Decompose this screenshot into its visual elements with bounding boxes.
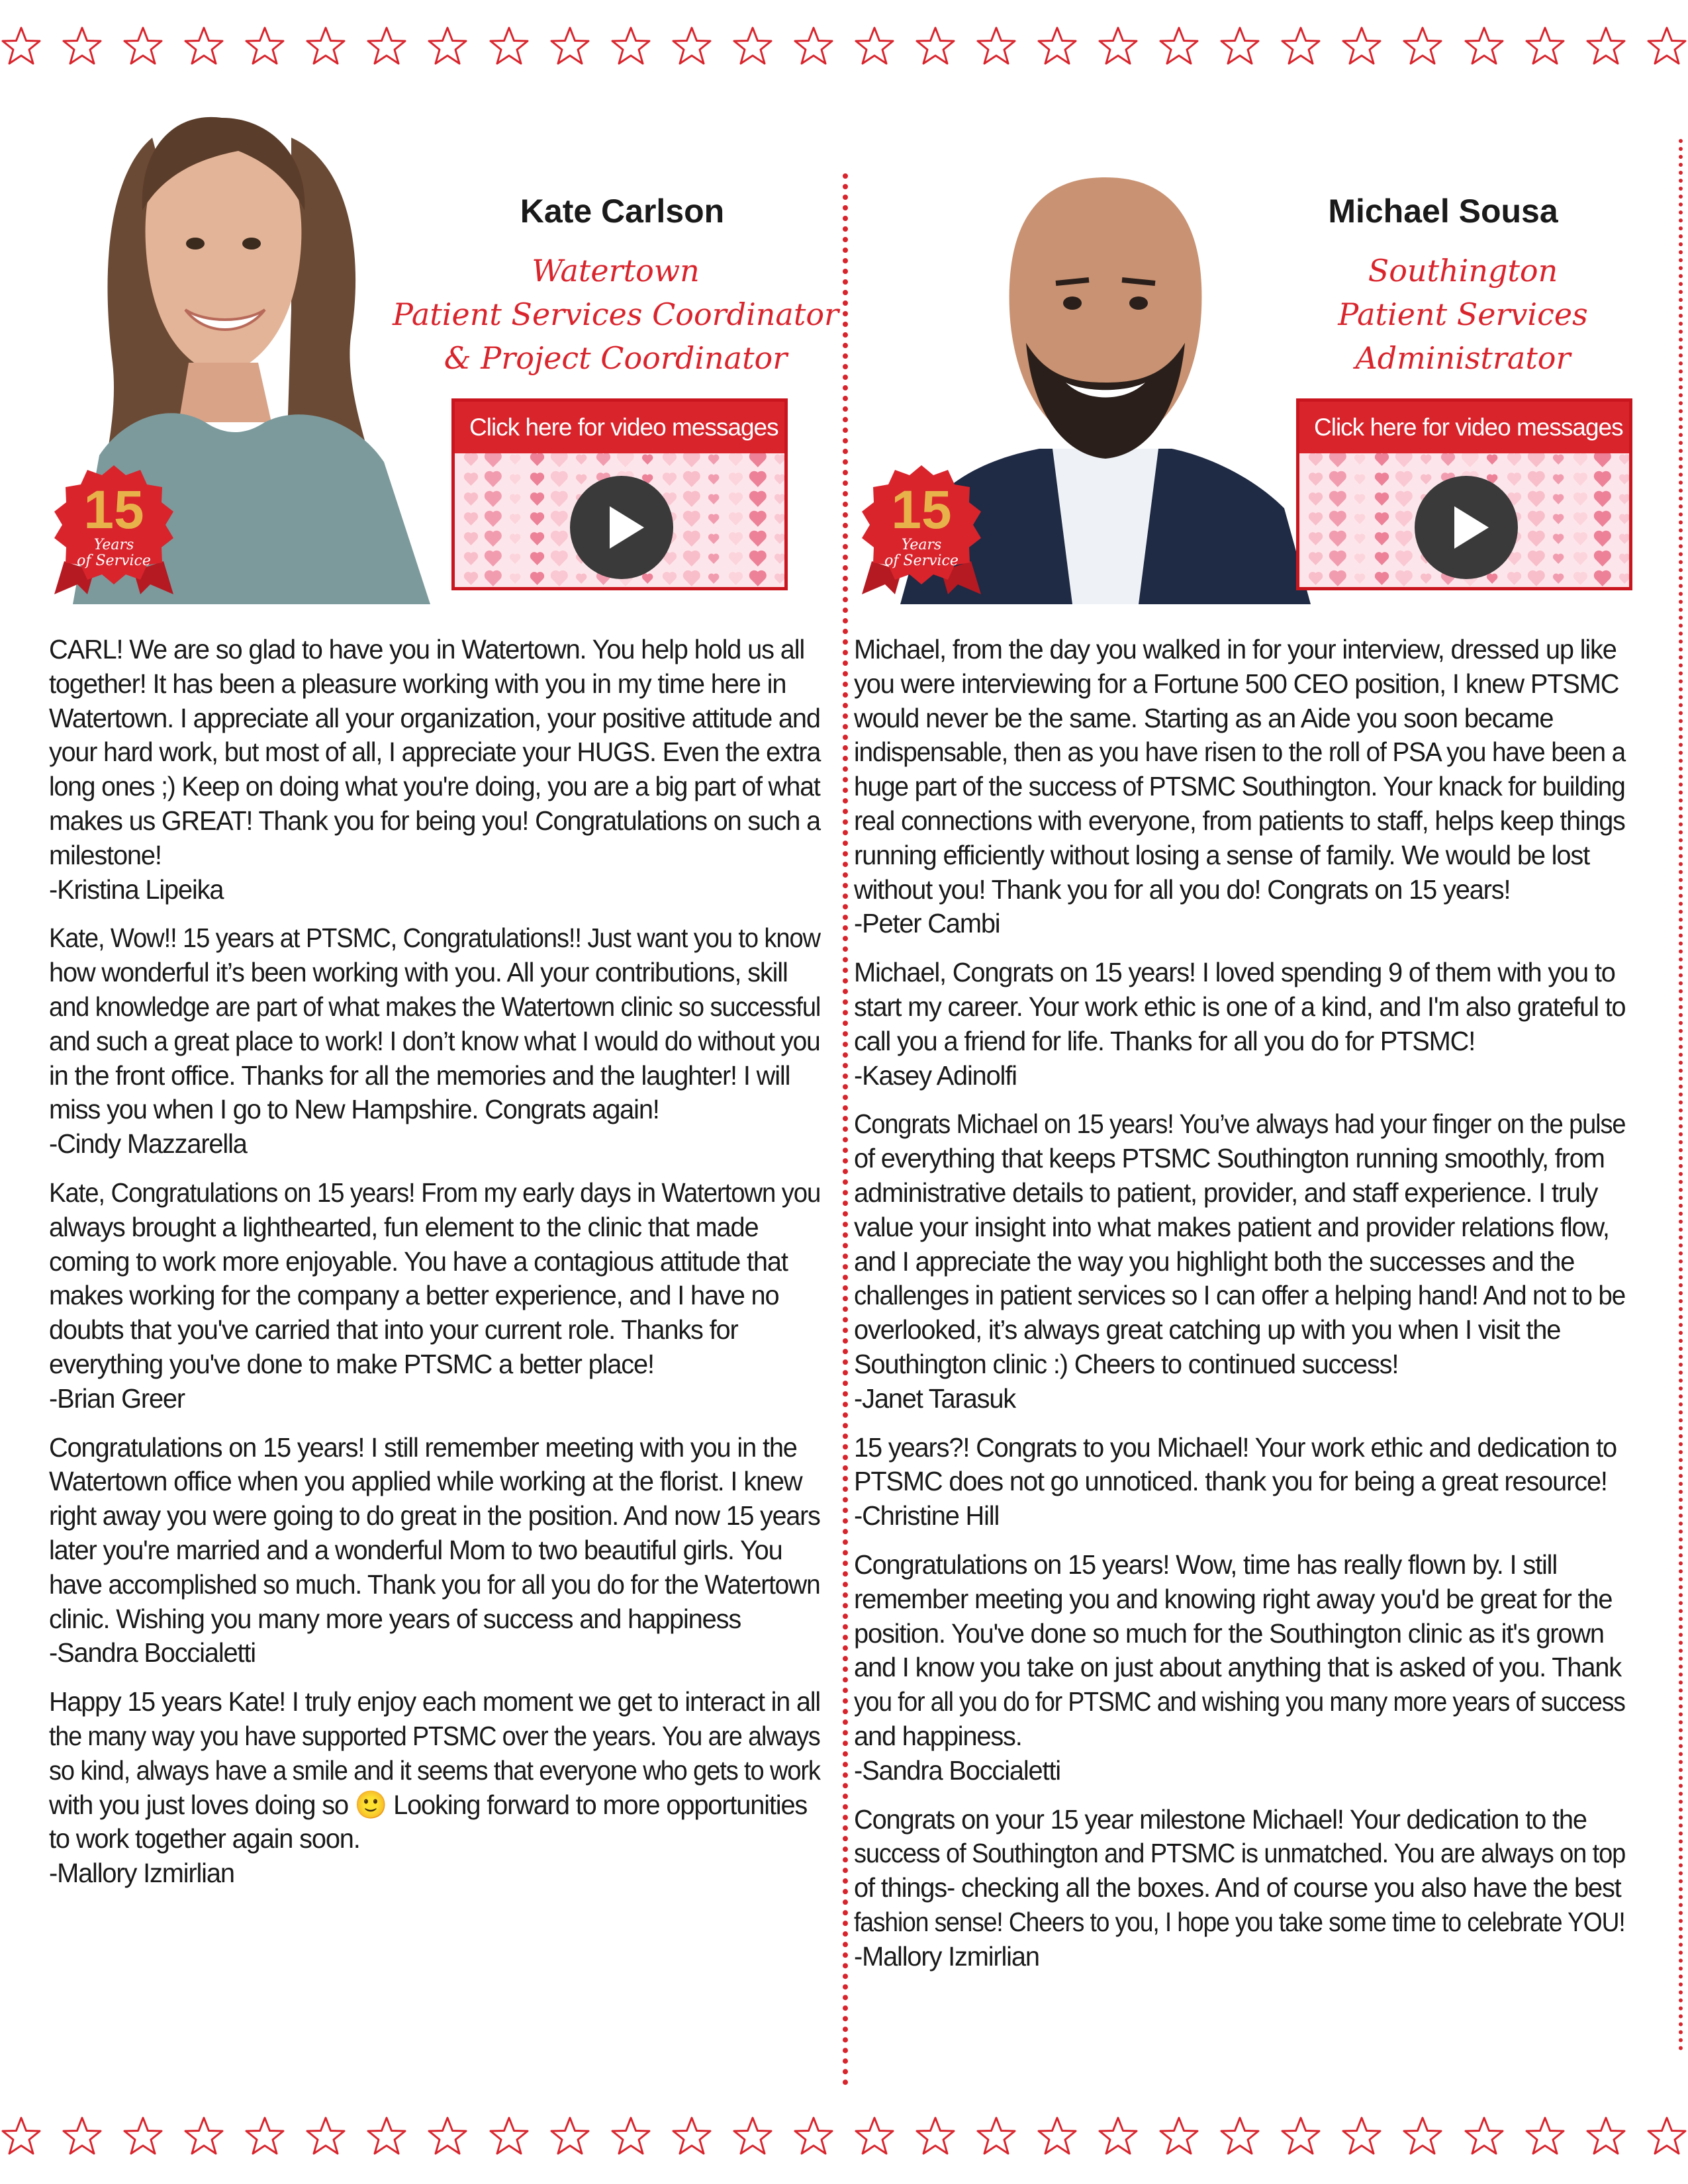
message-line: position. You've done so much for the Southington clinic as it's grown bbox=[854, 1617, 1604, 1649]
star-icon bbox=[1219, 25, 1261, 68]
message-line: coming to work more enjoyable. You have a contagious attitude that bbox=[49, 1246, 788, 1277]
message-line: you were interviewing for a Fortune 500 CEO position, I knew PTSMC bbox=[854, 668, 1619, 699]
message-line: everything you've done to make PTSMC a better place! bbox=[49, 1348, 654, 1379]
message-line: you for all you do for PTSMC and wishing you many more years of success bbox=[854, 1686, 1625, 1717]
message-line: always brought a lighthearted, fun element to the clinic that made bbox=[49, 1211, 759, 1242]
star-icon bbox=[183, 25, 225, 68]
message-block bbox=[854, 1107, 1648, 1416]
star-icon bbox=[365, 2115, 408, 2158]
message-line: Watertown. I appreciate all your organization, your positive attitude and bbox=[49, 702, 820, 733]
message-line: without you! Thank you for all you do! Congrats on 15 years! bbox=[854, 874, 1511, 905]
message-line: challenges in patient services so I can offer a helping hand! And not to be bbox=[854, 1280, 1626, 1311]
star-icon bbox=[1646, 2115, 1688, 2158]
message-line: would never be the same. Starting as an Aide you soon became bbox=[854, 702, 1554, 733]
star-icon bbox=[610, 25, 652, 68]
message-line: to work together again soon. bbox=[49, 1823, 360, 1854]
message-block bbox=[49, 1685, 843, 1891]
star-icon bbox=[671, 25, 713, 68]
message-signature: -Sandra Boccialetti bbox=[49, 1637, 256, 1668]
message-line: and I know you take on just about anything that is asked of you. Thank bbox=[854, 1652, 1622, 1683]
message-line: Southington clinic :) Cheers to continued success! bbox=[854, 1348, 1399, 1379]
right-employee-name: Michael Sousa bbox=[1328, 193, 1558, 230]
message-line: Congrats Michael on 15 years! You’ve always had your finger on the pulse bbox=[854, 1109, 1626, 1140]
message-line: start my career. Your work ethic is one of a kind, and I'm also grateful to bbox=[854, 991, 1626, 1022]
badge-line1: Years bbox=[93, 537, 134, 553]
years-of-service-badge-right bbox=[855, 462, 988, 594]
star-icon bbox=[1158, 25, 1200, 68]
star-icon bbox=[61, 25, 103, 68]
message-line: right away you were going to do great in the position. And now 15 years bbox=[49, 1500, 820, 1531]
star-icon bbox=[0, 2115, 42, 2158]
badge-line2: of Service bbox=[884, 553, 959, 569]
top-star-border bbox=[0, 25, 1688, 78]
star-icon bbox=[1401, 25, 1444, 68]
star-icon bbox=[122, 2115, 164, 2158]
message-line: administrative details to patient, provider, and staff experience. I truly bbox=[854, 1177, 1598, 1208]
message-line: and such a great place to work! I don’t know what I would do without you bbox=[49, 1025, 820, 1056]
star-icon bbox=[549, 25, 591, 68]
years-of-service-badge-left bbox=[48, 462, 180, 594]
star-icon bbox=[610, 2115, 652, 2158]
message-line: of things- checking all the boxes. And of course you also have the best bbox=[854, 1872, 1621, 1903]
message-signature: -Kristina Lipeika bbox=[49, 874, 224, 905]
right-video-messages-button[interactable] bbox=[1296, 398, 1632, 590]
star-icon bbox=[549, 2115, 591, 2158]
message-line: fashion sense! Cheers to you, I hope you take some time to celebrate YOU! bbox=[854, 1906, 1625, 1937]
message-line: value your insight into what makes patient and provider relations flow, bbox=[854, 1211, 1609, 1242]
message-line: real connections with everyone, from patients to staff, helps keep things bbox=[854, 805, 1625, 836]
star-icon bbox=[0, 25, 42, 68]
message-line: doubts that you've carried that into your current role. Thanks for bbox=[49, 1314, 738, 1345]
message-line: Kate, Congratulations on 15 years! From my early days in Watertown you bbox=[49, 1177, 821, 1208]
star-icon bbox=[244, 2115, 286, 2158]
star-icon bbox=[1097, 2115, 1139, 2158]
video-link-label[interactable]: Click here for video messages bbox=[1299, 402, 1629, 453]
star-icon bbox=[731, 2115, 774, 2158]
message-line: of everything that keeps PTSMC Southington running smoothly, from bbox=[854, 1143, 1605, 1174]
star-icon bbox=[1219, 2115, 1261, 2158]
message-line: Michael, Congrats on 15 years! I loved spending 9 of them with you to bbox=[854, 957, 1615, 988]
message-line: success of Southington and PTSMC is unmatched. You are always on top bbox=[854, 1838, 1626, 1869]
message-block bbox=[854, 956, 1648, 1093]
message-signature: -Peter Cambi bbox=[854, 908, 1000, 939]
right-employee-role bbox=[1291, 249, 1635, 380]
role-line: Patient Services bbox=[1338, 296, 1588, 332]
message-block bbox=[854, 633, 1648, 941]
badge-number: 15 bbox=[83, 480, 144, 540]
message-signature: -Mallory Izmirlian bbox=[854, 1940, 1039, 1972]
message-line: CARL! We are so glad to have you in Watertown. You help hold us all bbox=[49, 634, 805, 664]
message-line: Watertown office when you applied while working at the florist. I knew bbox=[49, 1466, 802, 1497]
star-icon bbox=[975, 2115, 1017, 2158]
message-line: later you're married and a wonderful Mom to two beautiful girls. You bbox=[49, 1534, 782, 1565]
badge-line1: Years bbox=[901, 537, 942, 553]
message-line: and happiness. bbox=[854, 1720, 1022, 1751]
message-line: Kate, Wow!! 15 years at PTSMC, Congratulations!! Just want you to know bbox=[49, 923, 820, 954]
star-icon bbox=[853, 2115, 896, 2158]
role-line: Patient Services Coordinator bbox=[392, 296, 839, 332]
message-line: in the front office. Thanks for all the memories and the laughter! I will bbox=[49, 1060, 790, 1091]
message-line: and I appreciate the way you highlight both the successes and the bbox=[854, 1246, 1575, 1277]
message-block bbox=[854, 1803, 1648, 1974]
star-icon bbox=[1097, 25, 1139, 68]
message-signature: -Janet Tarasuk bbox=[854, 1383, 1016, 1414]
badge-number: 15 bbox=[891, 480, 952, 540]
star-icon bbox=[853, 25, 896, 68]
star-icon bbox=[1585, 25, 1627, 68]
role-line: Watertown bbox=[532, 253, 700, 289]
star-icon bbox=[305, 25, 347, 68]
message-line: makes us GREAT! Thank you for being you! Congratulations on such a bbox=[49, 805, 820, 836]
star-icon bbox=[914, 25, 957, 68]
role-line: Southington bbox=[1368, 253, 1558, 289]
star-icon bbox=[1463, 2115, 1505, 2158]
star-icon bbox=[122, 25, 164, 68]
message-line: together! It has been a pleasure working with you in my time here in bbox=[49, 668, 786, 699]
message-line: makes working for the company a better experience, and I have no bbox=[49, 1280, 779, 1311]
right-edge-divider bbox=[1679, 139, 1683, 2052]
star-icon bbox=[731, 25, 774, 68]
message-block bbox=[854, 1548, 1648, 1788]
message-line: your hard work, but most of all, I appreciate your HUGS. Even the extra bbox=[49, 737, 821, 768]
message-line: call you a friend for life. Thanks for all you do for PTSMC! bbox=[854, 1025, 1476, 1056]
bottom-star-border bbox=[0, 2115, 1688, 2168]
star-icon bbox=[914, 2115, 957, 2158]
message-line: Congrats on your 15 year milestone Michael! Your dedication to the bbox=[854, 1803, 1587, 1835]
star-icon bbox=[488, 2115, 530, 2158]
message-line: miss you when I go to New Hampshire. Congrats again! bbox=[49, 1094, 659, 1125]
star-icon bbox=[1280, 25, 1322, 68]
star-icon bbox=[244, 25, 286, 68]
play-icon[interactable] bbox=[569, 475, 675, 580]
star-icon bbox=[1340, 25, 1383, 68]
message-block bbox=[49, 633, 843, 907]
star-icon bbox=[1524, 2115, 1566, 2158]
right-messages-column bbox=[854, 633, 1648, 1988]
star-icon bbox=[305, 2115, 347, 2158]
message-block bbox=[854, 1431, 1648, 1533]
message-signature: -Christine Hill bbox=[854, 1500, 1000, 1531]
message-line: indispensable, then as you have risen to the roll of PSA you have been a bbox=[854, 737, 1626, 768]
star-icon bbox=[1524, 25, 1566, 68]
message-line: and knowledge are part of what makes the Watertown clinic so successful bbox=[49, 991, 821, 1022]
role-line: & Project Coordinator bbox=[444, 340, 788, 376]
message-line: overlooked, it’s always great catching up with you when I visit the bbox=[854, 1314, 1561, 1345]
badge-line2: of Service bbox=[77, 553, 151, 569]
message-signature: -Kasey Adinolfi bbox=[854, 1060, 1017, 1091]
message-line: Happy 15 years Kate! I truly enjoy each moment we get to interact in all bbox=[49, 1686, 821, 1717]
star-icon bbox=[365, 25, 408, 68]
star-icon bbox=[1280, 2115, 1322, 2158]
star-icon bbox=[488, 25, 530, 68]
star-icon bbox=[426, 25, 469, 68]
message-line: huge part of the success of PTSMC Southington. Your knack for building bbox=[854, 771, 1625, 802]
left-messages-column bbox=[49, 633, 843, 1905]
star-icon bbox=[426, 2115, 469, 2158]
message-block bbox=[49, 1431, 843, 1671]
left-employee-name: Kate Carlson bbox=[520, 193, 725, 230]
star-icon bbox=[1036, 2115, 1078, 2158]
message-line: Congratulations on 15 years! I still remember meeting with you in the bbox=[49, 1432, 797, 1463]
left-video-messages-button[interactable] bbox=[451, 398, 788, 590]
star-icon bbox=[183, 2115, 225, 2158]
star-icon bbox=[975, 25, 1017, 68]
star-icon bbox=[1340, 2115, 1383, 2158]
message-line: with you just loves doing so 🙂 Looking forward to more opportunities bbox=[49, 1789, 808, 1820]
message-line: 15 years?! Congrats to you Michael! Your work ethic and dedication to bbox=[854, 1432, 1617, 1463]
star-icon bbox=[792, 25, 835, 68]
star-icon bbox=[792, 2115, 835, 2158]
star-icon bbox=[1036, 25, 1078, 68]
left-employee-role bbox=[391, 249, 841, 380]
star-icon bbox=[1463, 25, 1505, 68]
star-icon bbox=[61, 2115, 103, 2158]
message-signature: -Cindy Mazzarella bbox=[49, 1128, 247, 1160]
message-line: the many way you have supported PTSMC over the years. You are always bbox=[49, 1720, 820, 1751]
message-line: PTSMC does not go unnoticed. thank you for being a great resource! bbox=[854, 1466, 1607, 1497]
message-line: have accomplished so much. Thank you for all you do for the Watertown bbox=[49, 1569, 820, 1600]
column-divider bbox=[843, 173, 848, 2086]
play-icon[interactable] bbox=[1413, 475, 1519, 580]
star-icon bbox=[1158, 2115, 1200, 2158]
star-icon bbox=[1646, 25, 1688, 68]
message-signature: -Sandra Boccialetti bbox=[854, 1754, 1060, 1786]
role-line: Administrator bbox=[1355, 340, 1571, 376]
star-icon bbox=[1401, 2115, 1444, 2158]
star-icon bbox=[1585, 2115, 1627, 2158]
message-line: Congratulations on 15 years! Wow, time has really flown by. I still bbox=[854, 1549, 1558, 1580]
star-icon bbox=[671, 2115, 713, 2158]
message-line: running efficiently without losing a sense of family. We would be lost bbox=[854, 839, 1589, 870]
message-line: clinic. Wishing you many more years of success and happiness bbox=[49, 1603, 741, 1634]
video-link-label[interactable]: Click here for video messages bbox=[455, 402, 784, 453]
message-signature: -Mallory Izmirlian bbox=[49, 1858, 234, 1889]
message-line: remember meeting you and knowing right away you'd be great for the bbox=[854, 1583, 1613, 1614]
message-line: milestone! bbox=[49, 839, 162, 870]
message-block bbox=[49, 1176, 843, 1416]
message-line: long ones ;) Keep on doing what you're doing, you are a big part of what bbox=[49, 771, 820, 802]
message-signature: -Brian Greer bbox=[49, 1383, 185, 1414]
message-line: so kind, always have a smile and it seems that everyone who gets to work bbox=[49, 1754, 820, 1786]
message-block bbox=[49, 921, 843, 1161]
message-line: how wonderful it’s been working with you. All your contributions, skill bbox=[49, 957, 788, 988]
message-line: Michael, from the day you walked in for your interview, dressed up like bbox=[854, 634, 1617, 664]
